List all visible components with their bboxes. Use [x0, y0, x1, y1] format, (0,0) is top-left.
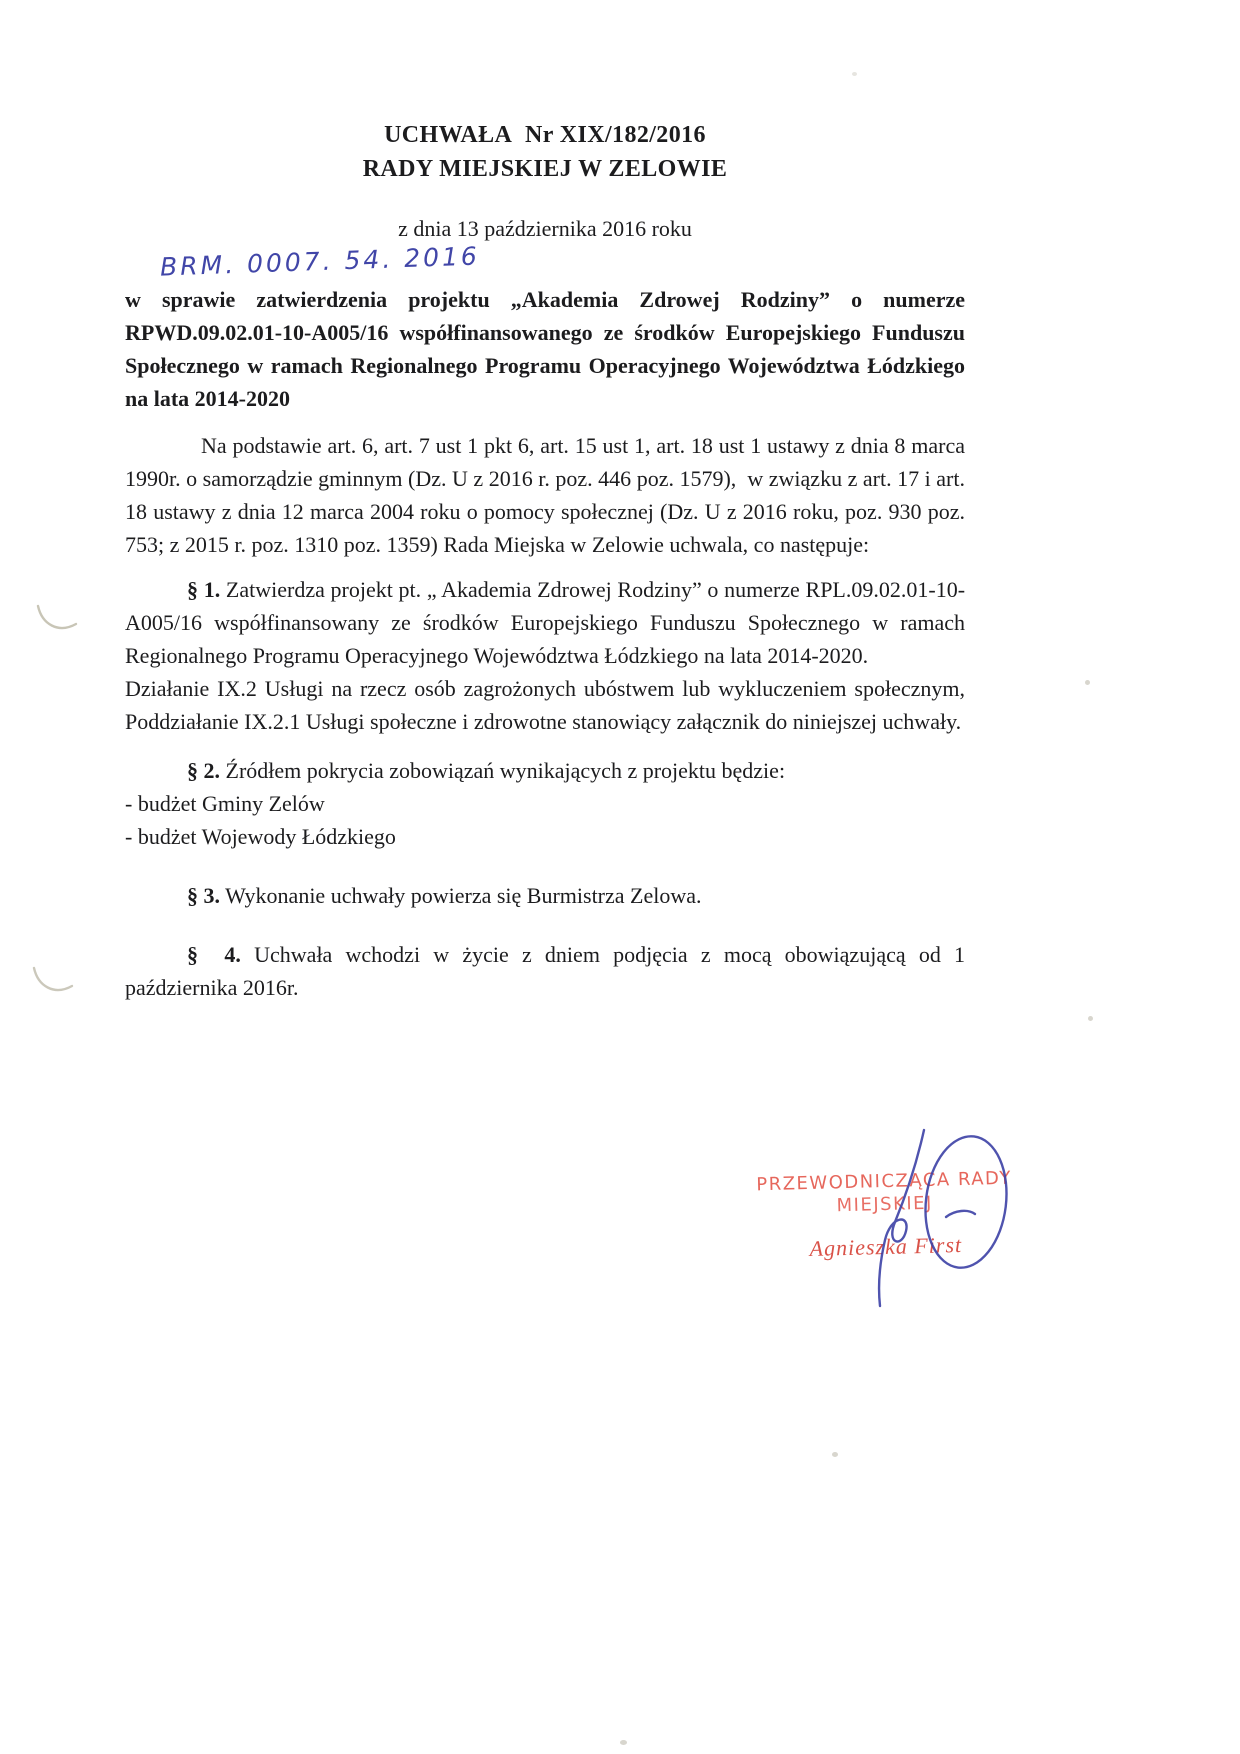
- funding-source-item: - budżet Gminy Zelów: [125, 791, 325, 816]
- handwritten-reference-number: BRM. 0007. 54. 2016: [159, 241, 481, 282]
- section-1-continuation: Działanie IX.2 Usługi na rzecz osób zagrożonych ubóstwem lub wykluczeniem społecznym, Poddziałanie IX.2.1 Usługi społeczne i zdrowotne stanowiący załącznik do niniejszej uchwały.: [125, 676, 965, 734]
- resolution-number: UCHWAŁA Nr XIX/182/2016: [384, 122, 706, 148]
- handwritten-signature-scrawl: [828, 1118, 1028, 1313]
- subject-paragraph: w sprawie zatwierdzenia projektu „Akademia Zdrowej Rodziny” o numerze RPWD.09.02.01-10-A005/16 współfinansowanego ze środków Europejskiego Funduszu Społecznego w ramach Regionalnego Programu Operacyjnego Województwa Łódzkiego na lata 2014-2020: [125, 287, 965, 411]
- section-1-label: § 1.: [187, 577, 221, 602]
- legal-basis-paragraph: Na podstawie art. 6, art. 7 ust 1 pkt 6, art. 15 ust 1, art. 18 ust 1 ustawy z dnia 8 marca 1990r. o samorządzie gminnym (Dz. U z 2016 r. poz. 446 poz. 1579), w związku z art. 17 i art. 18 ustawy z dnia 12 marca 2004 roku o pomocy społecznej (Dz. U z 2016 roku, poz. 930 poz. 753; z 2015 r. poz. 1310 poz. 1359) Rada Miejska w Zelowie uchwala, co następuje:: [125, 433, 965, 557]
- scan-speck: [620, 1740, 627, 1745]
- section-3-text: Wykonanie uchwały powierza się Burmistrza Zelowa.: [225, 883, 702, 908]
- section-4-label: § 4.: [187, 942, 241, 967]
- scan-speck: [1088, 1016, 1093, 1021]
- section-4-text: Uchwała wchodzi w życie z dniem podjęcia z mocą obowiązującą od 1 października 2016r.: [125, 942, 966, 1000]
- stamp-signatory-name: Agnieszka First: [809, 1231, 963, 1261]
- scan-speck: [1085, 680, 1090, 685]
- funding-source-item: - budżet Wojewody Łódzkiego: [125, 824, 396, 849]
- section-1-paragraph: [125, 573, 965, 672]
- stamp-title-line1: PRZEWODNICZĄCA RADY: [756, 1167, 1013, 1196]
- scan-speck: [832, 1452, 838, 1457]
- section-4-paragraph: [125, 938, 965, 1004]
- scan-artifact-mark: [34, 600, 80, 640]
- section-1-text: Zatwierdza projekt pt. „ Akademia Zdrowej Rodziny” o numerze RPL.09.02.01-10-A005/16 współfinansowany ze środków Europejskiego Funduszu Społecznego w ramach Regionalnego Programu Operacyjnego Województwa Łódzkiego na lata 2014-2020.: [125, 577, 966, 668]
- council-name: RADY MIEJSKIEJ W ZELOWIE: [362, 156, 728, 182]
- scan-speck: [852, 72, 857, 76]
- scan-artifact-mark: [30, 962, 76, 1002]
- section-3-label: § 3.: [187, 883, 220, 908]
- document-title: [125, 118, 965, 186]
- section-2-text: Źródłem pokrycia zobowiązań wynikających z projektu będzie:: [225, 758, 786, 783]
- section-3-paragraph: [125, 879, 965, 912]
- resolution-date: z dnia 13 października 2016 roku: [398, 216, 692, 241]
- section-2-label: § 2.: [187, 758, 220, 783]
- stamp-title-line2: MIEJSKIEJ: [836, 1192, 934, 1217]
- section-2-paragraph: [125, 754, 965, 787]
